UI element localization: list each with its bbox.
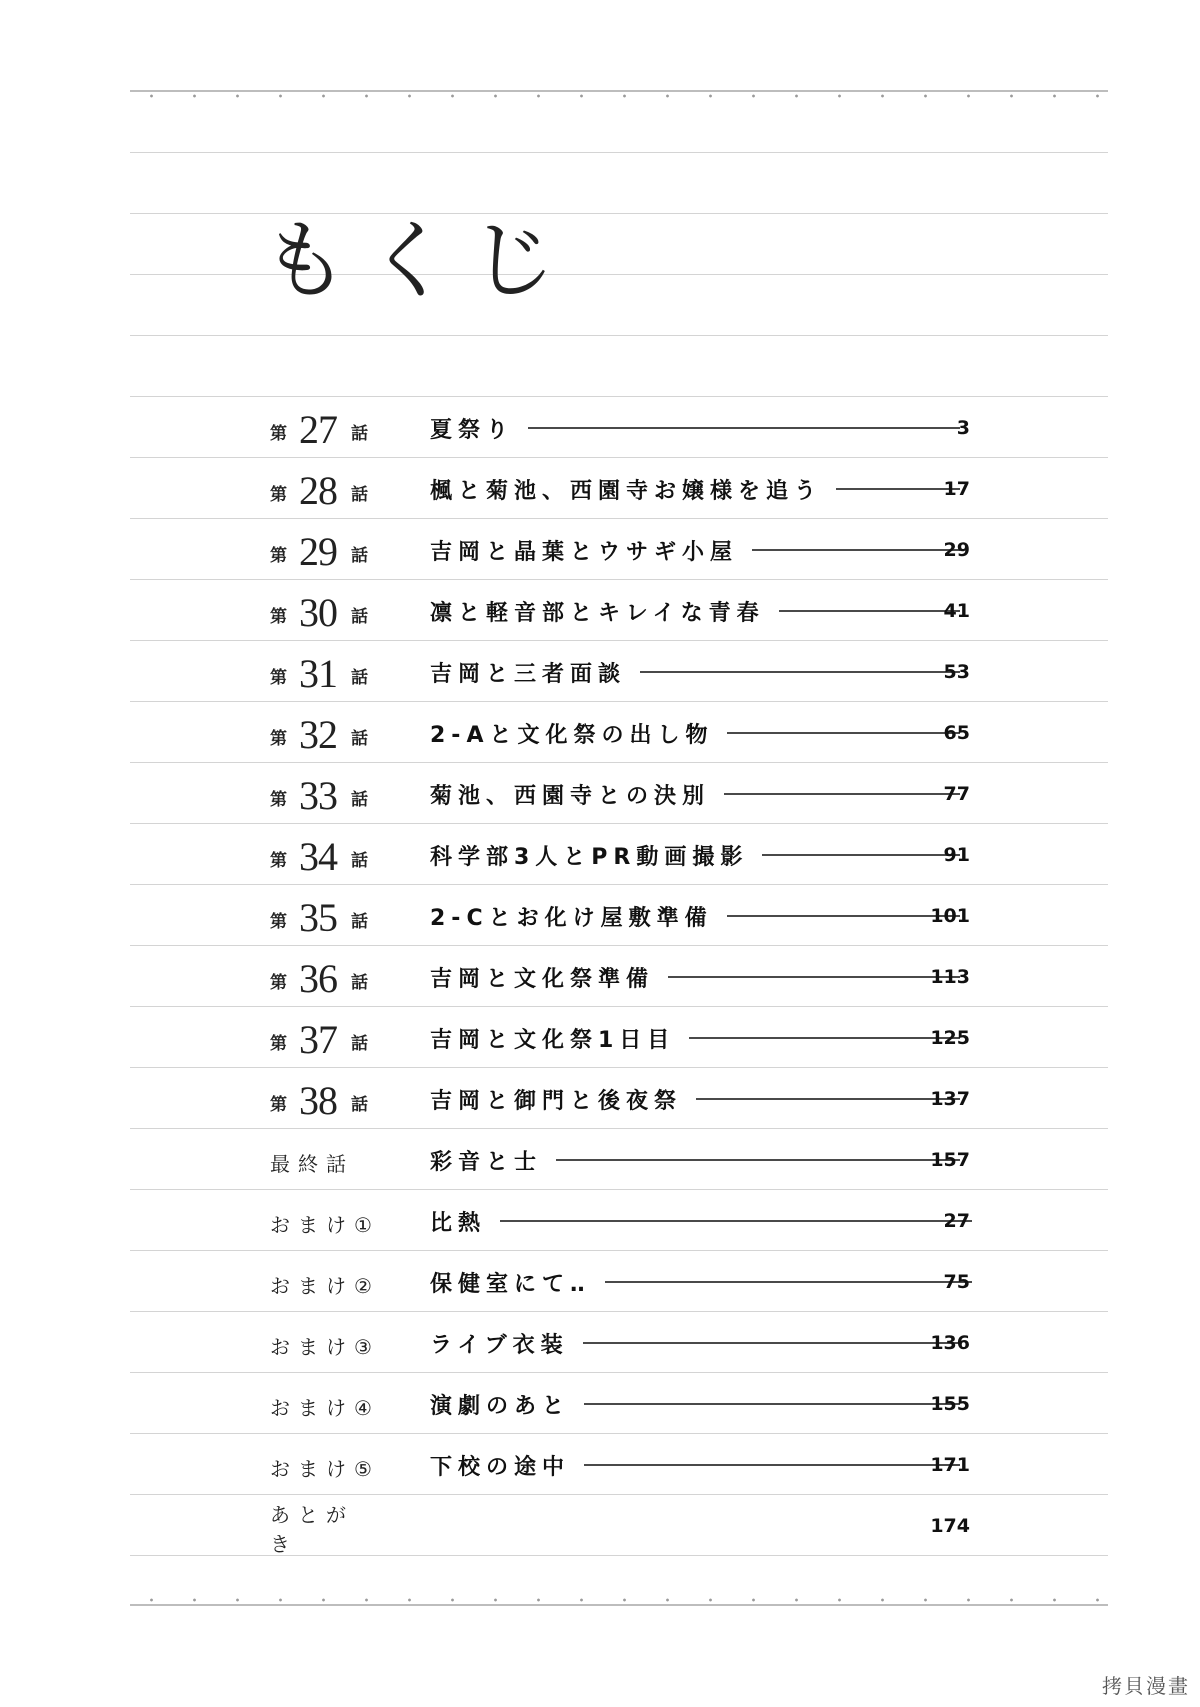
chapter-number: 第 37 話 — [270, 1017, 368, 1062]
ruled-line — [130, 1250, 1108, 1251]
page-title: もくじ — [262, 211, 574, 311]
watermark: 拷貝漫畫 — [1102, 1674, 1190, 1698]
page-number: 53 — [943, 661, 970, 683]
leader-line — [762, 854, 960, 856]
chapter-title: 吉岡と文化祭準備 — [430, 966, 655, 992]
chapter-number: 第 29 話 — [270, 529, 368, 574]
extra-row[interactable] — [0, 1191, 1200, 1251]
chapter-title-line — [430, 1447, 970, 1483]
chapter-row[interactable] — [0, 1008, 1200, 1068]
page-number: 65 — [943, 722, 970, 744]
chapter-number: 第 28 話 — [270, 468, 368, 513]
chapter-title-line — [430, 593, 970, 629]
chapter-number: 第 34 話 — [270, 834, 368, 879]
ruled-line — [130, 640, 1108, 641]
chapter-title-line — [430, 471, 970, 507]
chapter-title: 吉岡と御門と後夜祭 — [430, 1088, 683, 1114]
leader-line — [727, 915, 960, 917]
page-number: 77 — [943, 783, 970, 805]
chapter-title: 2-Aと文化祭の出し物 — [430, 722, 714, 748]
ruled-line — [130, 1494, 1108, 1495]
ruled-line — [130, 152, 1108, 153]
chapter-title: 下校の途中 — [430, 1454, 571, 1480]
chapter-row[interactable] — [0, 642, 1200, 702]
chapter-title: 楓と菊池、西園寺お嬢様を追う — [430, 478, 823, 504]
page-number: 17 — [943, 478, 970, 500]
chapter-number: 第 32 話 — [270, 712, 368, 757]
ruled-line — [130, 1311, 1108, 1312]
leader-line — [528, 427, 960, 429]
page-number: 75 — [943, 1271, 970, 1293]
ruled-line — [130, 1006, 1108, 1007]
chapter-title: 凛と軽音部とキレイな青春 — [430, 600, 765, 626]
chapter-title: 菊池、西園寺との決別 — [430, 783, 711, 809]
ruled-line — [130, 1555, 1108, 1556]
extra-label: おまけ② — [270, 1273, 380, 1298]
chapter-title-line — [430, 1020, 970, 1056]
chapter-title: 科学部3人とPR動画撮影 — [430, 844, 749, 870]
chapter-number: 第 35 話 — [270, 895, 368, 940]
chapter-row[interactable] — [0, 520, 1200, 580]
extra-label: おまけ③ — [270, 1334, 380, 1359]
chapter-title-line — [430, 410, 970, 446]
chapter-title: ライブ衣装 — [430, 1332, 569, 1358]
chapter-title: 彩音と士 — [430, 1149, 543, 1175]
chapter-number: 第 33 話 — [270, 773, 368, 818]
page-number: 174 — [930, 1515, 970, 1537]
extra-label: おまけ④ — [270, 1395, 380, 1420]
chapter-title: 夏祭り — [430, 417, 515, 443]
page-number: 27 — [943, 1210, 970, 1232]
leader-line — [668, 976, 960, 978]
leader-line — [836, 488, 960, 490]
bottom-rule — [130, 1604, 1108, 1606]
chapter-row[interactable] — [0, 703, 1200, 763]
leader-line — [779, 610, 960, 612]
leader-line — [584, 1403, 960, 1405]
ruled-line — [130, 457, 1108, 458]
page-number: 29 — [943, 539, 970, 561]
leader-line — [724, 793, 960, 795]
top-rule — [130, 90, 1108, 92]
ruled-line — [130, 1372, 1108, 1373]
page-number: 125 — [930, 1027, 970, 1049]
chapter-title: 保健室にて‥ — [430, 1271, 591, 1297]
ruled-line — [130, 1189, 1108, 1190]
leader-line — [500, 1220, 972, 1222]
chapter-row[interactable] — [0, 825, 1200, 885]
leader-line — [583, 1342, 960, 1344]
extra-row[interactable] — [0, 1252, 1200, 1312]
page-number: 155 — [930, 1393, 970, 1415]
leader-line — [556, 1159, 960, 1161]
chapter-number: 第 38 話 — [270, 1078, 368, 1123]
bottom-dotted-rule — [130, 1598, 1108, 1602]
chapter-row[interactable] — [0, 1069, 1200, 1129]
chapter-title: 吉岡と晶葉とウサギ小屋 — [430, 539, 739, 565]
leader-line — [727, 732, 960, 734]
chapter-number: 第 36 話 — [270, 956, 368, 1001]
chapter-title-line — [430, 1386, 970, 1422]
chapter-title: 演劇のあと — [430, 1393, 571, 1419]
extra-row[interactable] — [0, 1313, 1200, 1373]
ruled-line — [130, 823, 1108, 824]
ruled-line — [130, 1067, 1108, 1068]
chapter-title: 2-Cとお化け屋敷準備 — [430, 905, 713, 931]
chapter-title-line — [430, 1142, 970, 1178]
chapter-title: 比熱 — [430, 1210, 487, 1236]
chapter-title-line — [430, 654, 970, 690]
chapter-title-line — [430, 776, 970, 812]
chapter-row[interactable] — [0, 947, 1200, 1007]
page-number: 101 — [930, 905, 970, 927]
chapter-title-line — [430, 1081, 970, 1117]
leader-line — [696, 1098, 960, 1100]
leader-line — [752, 549, 960, 551]
extra-label: あとがき — [270, 1503, 354, 1556]
ruled-line — [130, 396, 1108, 397]
leader-line — [584, 1464, 960, 1466]
chapter-title-line — [430, 1325, 970, 1361]
extra-row[interactable] — [0, 1130, 1200, 1190]
page-number: 113 — [930, 966, 970, 988]
chapter-title-line — [430, 898, 970, 934]
extra-row[interactable] — [0, 1435, 1200, 1495]
extra-label: おまけ① — [270, 1212, 380, 1237]
page-number: 171 — [930, 1454, 970, 1476]
page-number: 137 — [930, 1088, 970, 1110]
chapter-number: 第 30 話 — [270, 590, 368, 635]
top-dotted-rule — [130, 94, 1108, 98]
chapter-title-line — [430, 715, 970, 751]
ruled-line — [130, 762, 1108, 763]
ruled-line — [130, 945, 1108, 946]
ruled-line — [130, 518, 1108, 519]
ruled-line — [130, 701, 1108, 702]
chapter-title-line — [430, 837, 970, 873]
chapter-row[interactable] — [0, 764, 1200, 824]
page-number: 41 — [943, 600, 970, 622]
chapter-number: 第 31 話 — [270, 651, 368, 696]
extra-label: 最終話 — [270, 1151, 354, 1176]
page-number: 157 — [930, 1149, 970, 1171]
chapter-row[interactable] — [0, 459, 1200, 519]
extra-row[interactable] — [0, 1374, 1200, 1434]
page-number: 91 — [943, 844, 970, 866]
chapter-row[interactable] — [0, 886, 1200, 946]
chapter-title: 吉岡と文化祭1日目 — [430, 1027, 676, 1053]
afterword-row[interactable] — [0, 1496, 1200, 1556]
page-number: 136 — [930, 1332, 970, 1354]
leader-line — [689, 1037, 960, 1039]
ruled-line — [130, 1128, 1108, 1129]
ruled-line — [130, 579, 1108, 580]
ruled-line — [130, 884, 1108, 885]
chapter-title-line — [430, 532, 970, 568]
extra-label: おまけ⑤ — [270, 1456, 380, 1481]
chapter-title-line — [430, 1203, 982, 1239]
leader-line — [605, 1281, 972, 1283]
chapter-row[interactable] — [0, 398, 1200, 458]
chapter-number: 第 27 話 — [270, 407, 368, 452]
chapter-title-line — [430, 1264, 982, 1300]
ruled-line — [130, 1433, 1108, 1434]
chapter-title-line — [430, 959, 970, 995]
page-number: 3 — [956, 417, 970, 439]
ruled-line — [130, 335, 1108, 336]
chapter-title: 吉岡と三者面談 — [430, 661, 627, 687]
leader-line — [640, 671, 960, 673]
chapter-row[interactable] — [0, 581, 1200, 641]
